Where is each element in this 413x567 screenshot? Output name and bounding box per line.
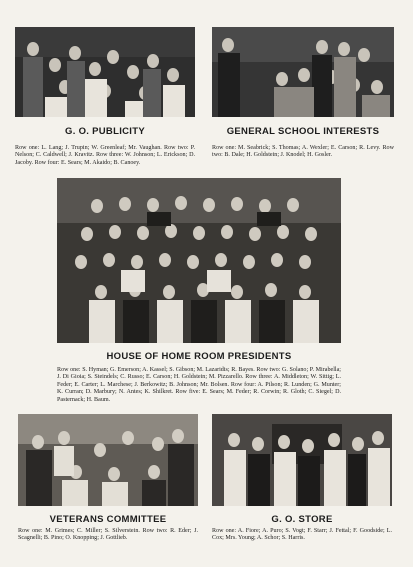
photo-go-publicity (15, 27, 195, 117)
section-title-general-school-interests: GENERAL SCHOOL INTERESTS (226, 126, 380, 137)
caption-home-room-presidents: Row one: S. Hyman; G. Emerson; A. Kassel; S. Gibson; M. Lazaridis; R. Bayes. Row two: G. Solano; P. Mirabella; J. Di Gioia; S. Steindels; C. Russo; E. Carson; H. Goldstein; M. Pizzarello. Row three: A. Middleton; W. Sittig; L. Feder; E. Carter; L. Marchese; J. Berkowitz; B. Johnson; Mr. Bolsen. Row four: A. Pilson; R. Lunden; G. Munter; K. Curran; D. Marbury; N. Antes; K. Shilkret. Row five: E. Sears; M. Feder; R. Corwin; R. Gloth; C. Siegel; D. Pasternack; H. Baum. (57, 367, 341, 403)
photo-general-school-interests (212, 27, 394, 117)
caption-go-publicity: Row one: L. Lang; J. Trupin; W. Greenleaf; Mr. Vaughan. Row two: P. Nelson; C. Caldwell; J. Kravitz. Row three: W. Johnson; L. Erickson; D. Jacoby. Row four: E. Sears; M. Akaido; B. Canoey. (15, 145, 195, 166)
photo-home-room-presidents (57, 178, 341, 343)
caption-general-school-interests: Row one: M. Seabrick; S. Thomas; A. Wexler; E. Carson; R. Levy. Row two: B. Dale; H. Goldstein; J. Knodel; H. Gosler. (212, 145, 394, 159)
section-title-veterans-committee: VETERANS COMMITTEE (49, 514, 167, 525)
photo-veterans-committee (18, 414, 198, 506)
section-title-go-publicity: G. O. PUBLICITY (65, 126, 145, 137)
caption-veterans-committee: Row one: M. Grimes; C. Miller; S. Silverstein. Row two: R. Eder; J. Scagnelli; B. Pino; O. Knopping; J. Gottlieb. (18, 528, 198, 542)
section-title-home-room-presidents: HOUSE OF HOME ROOM PRESIDENTS (106, 351, 292, 362)
caption-go-store: Row one: A. Fiore; A. Puro; S. Vogt; F. Starr; J. Fettal; F. Goodside; L. Cox; Mrs. Young; A. Schor; S. Harris. (212, 528, 392, 542)
section-title-go-store: G. O. STORE (271, 514, 333, 525)
photo-go-store (212, 414, 392, 506)
